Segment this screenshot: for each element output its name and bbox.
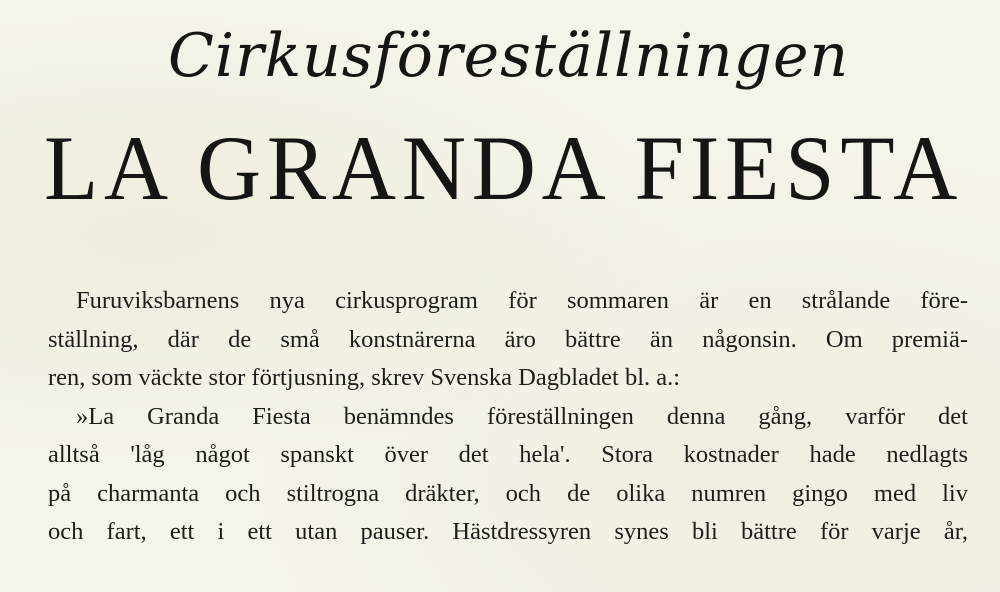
paragraph-line: ren, som väckte stor förtjusning, skrev Svenska Dagbladet bl. a.: — [48, 364, 681, 391]
article-title: LA GRANDA FIESTA — [44, 117, 964, 219]
paragraph-line: och fart, ett i ett utan pauser. Hästdressyren synes bli bättre för varje år, — [48, 518, 968, 545]
paragraph-line: på charmanta och stiltrogna dräkter, och de olika numren gingo med liv — [48, 479, 968, 507]
article-body — [48, 282, 968, 552]
paragraph-line: alltså 'låg något spanskt över det hela'. Stora kostnader hade nedlagts — [48, 441, 968, 468]
paragraph-line: »La Granda Fiesta benämndes föreställningen denna gång, varför det — [76, 402, 968, 430]
paragraph-line: ställning, där de små konstnärerna äro bättre än någonsin. Om premiä- — [48, 325, 968, 353]
article-subtitle: Cirkusföreställningen — [168, 21, 850, 91]
paragraph-line: Furuviksbarnens nya cirkusprogram för sommaren är en strålande före- — [76, 287, 968, 314]
